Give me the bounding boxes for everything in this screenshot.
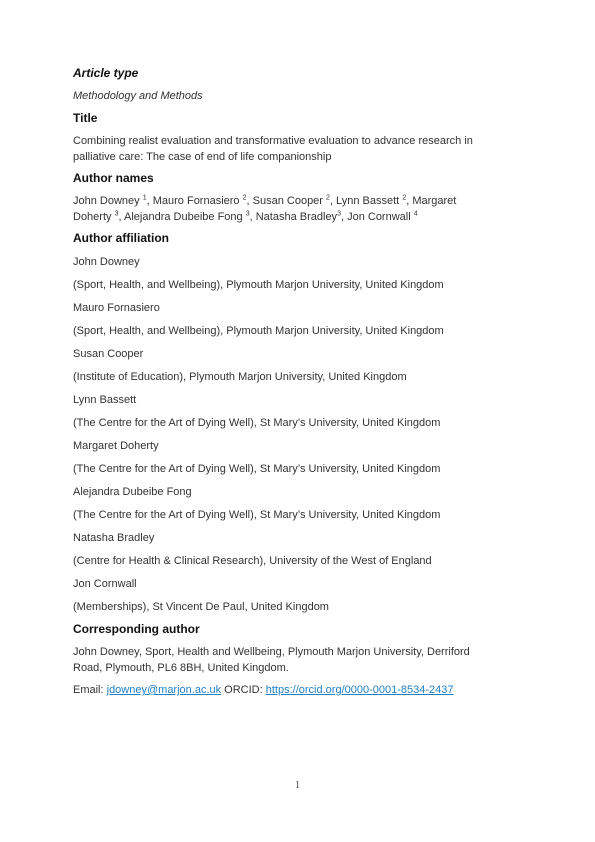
affiliation-author-name: Mauro Fornasiero <box>73 302 160 314</box>
email-link[interactable]: jdowney@marjon.ac.uk <box>106 684 222 696</box>
corresponding-author-heading: Corresponding author <box>73 622 200 636</box>
author-names <box>73 193 523 225</box>
orcid-link[interactable]: https://orcid.org/0000-0001-8534-2437 <box>265 684 454 696</box>
author-affiliation-marker: 3 <box>114 210 119 218</box>
affiliation-author-name: Natasha Bradley <box>73 532 155 544</box>
author-name: Doherty <box>73 211 112 223</box>
corresponding-address-line-2: Road, Plymouth, PL6 8BH, United Kingdom. <box>73 662 289 674</box>
author-affiliation-marker: 2 <box>326 194 330 202</box>
author-affiliation-marker: 1 <box>142 194 147 202</box>
corresponding-address <box>73 644 523 676</box>
affiliation-institution: (Sport, Health, and Wellbeing), Plymouth Marjon University, United Kingdom <box>73 325 444 337</box>
author-affiliation-marker: 2 <box>402 194 407 202</box>
title-heading: Title <box>73 111 98 125</box>
article-type-value: Methodology and Methods <box>73 90 203 102</box>
author-name: , Jon Cornwall <box>340 211 411 223</box>
affiliation-institution: (The Centre for the Art of Dying Well), St Mary’s University, United Kingdom <box>73 463 441 475</box>
affiliation-institution: (Institute of Education), Plymouth Marjon University, United Kingdom <box>73 371 407 383</box>
author-name: John Downey <box>73 195 140 207</box>
author-affiliation-marker: 4 <box>413 210 418 218</box>
author-name: , Mauro Fornasiero <box>146 195 240 207</box>
email-label: Email: <box>73 684 107 696</box>
affiliation-institution: (Memberships), St Vincent De Paul, United Kingdom <box>73 601 329 613</box>
affiliation-author-name: Alejandra Dubeibe Fong <box>73 486 192 498</box>
affiliation-author-name: Margaret Doherty <box>73 440 159 452</box>
article-title-line-1: Combining realist evaluation and transformative evaluation to advance research in <box>73 135 473 147</box>
affiliation-author-name: Jon Cornwall <box>73 578 137 590</box>
affiliation-institution: (Sport, Health, and Wellbeing), Plymouth Marjon University, United Kingdom <box>73 279 444 291</box>
corresponding-address-line-1: John Downey, Sport, Health and Wellbeing, Plymouth Marjon University, Derriford <box>73 646 470 658</box>
affiliation-author-name: Susan Cooper <box>73 348 144 360</box>
author-affiliation-marker: 3 <box>245 210 250 218</box>
author-name: , Lynn Bassett <box>329 195 400 207</box>
article-title-line-2: palliative care: The case of end of life companionship <box>73 151 332 163</box>
author-affiliation-heading: Author affiliation <box>73 231 169 245</box>
affiliation-list <box>73 255 523 614</box>
page-number: 1 <box>295 780 300 791</box>
author-name: , Margaret <box>406 195 457 207</box>
article-title <box>73 133 523 165</box>
affiliation-institution: (Centre for Health & Clinical Research), University of the West of England <box>73 555 432 567</box>
affiliation-author-name: John Downey <box>73 256 140 268</box>
affiliation-institution: (The Centre for the Art of Dying Well), St Mary’s University, United Kingdom <box>73 417 441 429</box>
affiliation-author-name: Lynn Bassett <box>73 394 137 406</box>
orcid-label: ORCID: <box>221 684 266 696</box>
page-content <box>73 66 523 698</box>
author-name: , Natasha Bradley <box>249 211 338 223</box>
affiliation-institution: (The Centre for the Art of Dying Well), St Mary’s University, United Kingdom <box>73 509 441 521</box>
article-type-heading: Article type <box>73 66 139 80</box>
author-name: , Alejandra Dubeibe Fong <box>118 211 243 223</box>
contact-line <box>73 682 523 698</box>
author-names-heading: Author names <box>73 171 154 185</box>
author-name: , Susan Cooper <box>246 195 323 207</box>
author-affiliation-marker: 3 <box>337 210 341 218</box>
author-affiliation-marker: 2 <box>242 194 247 202</box>
